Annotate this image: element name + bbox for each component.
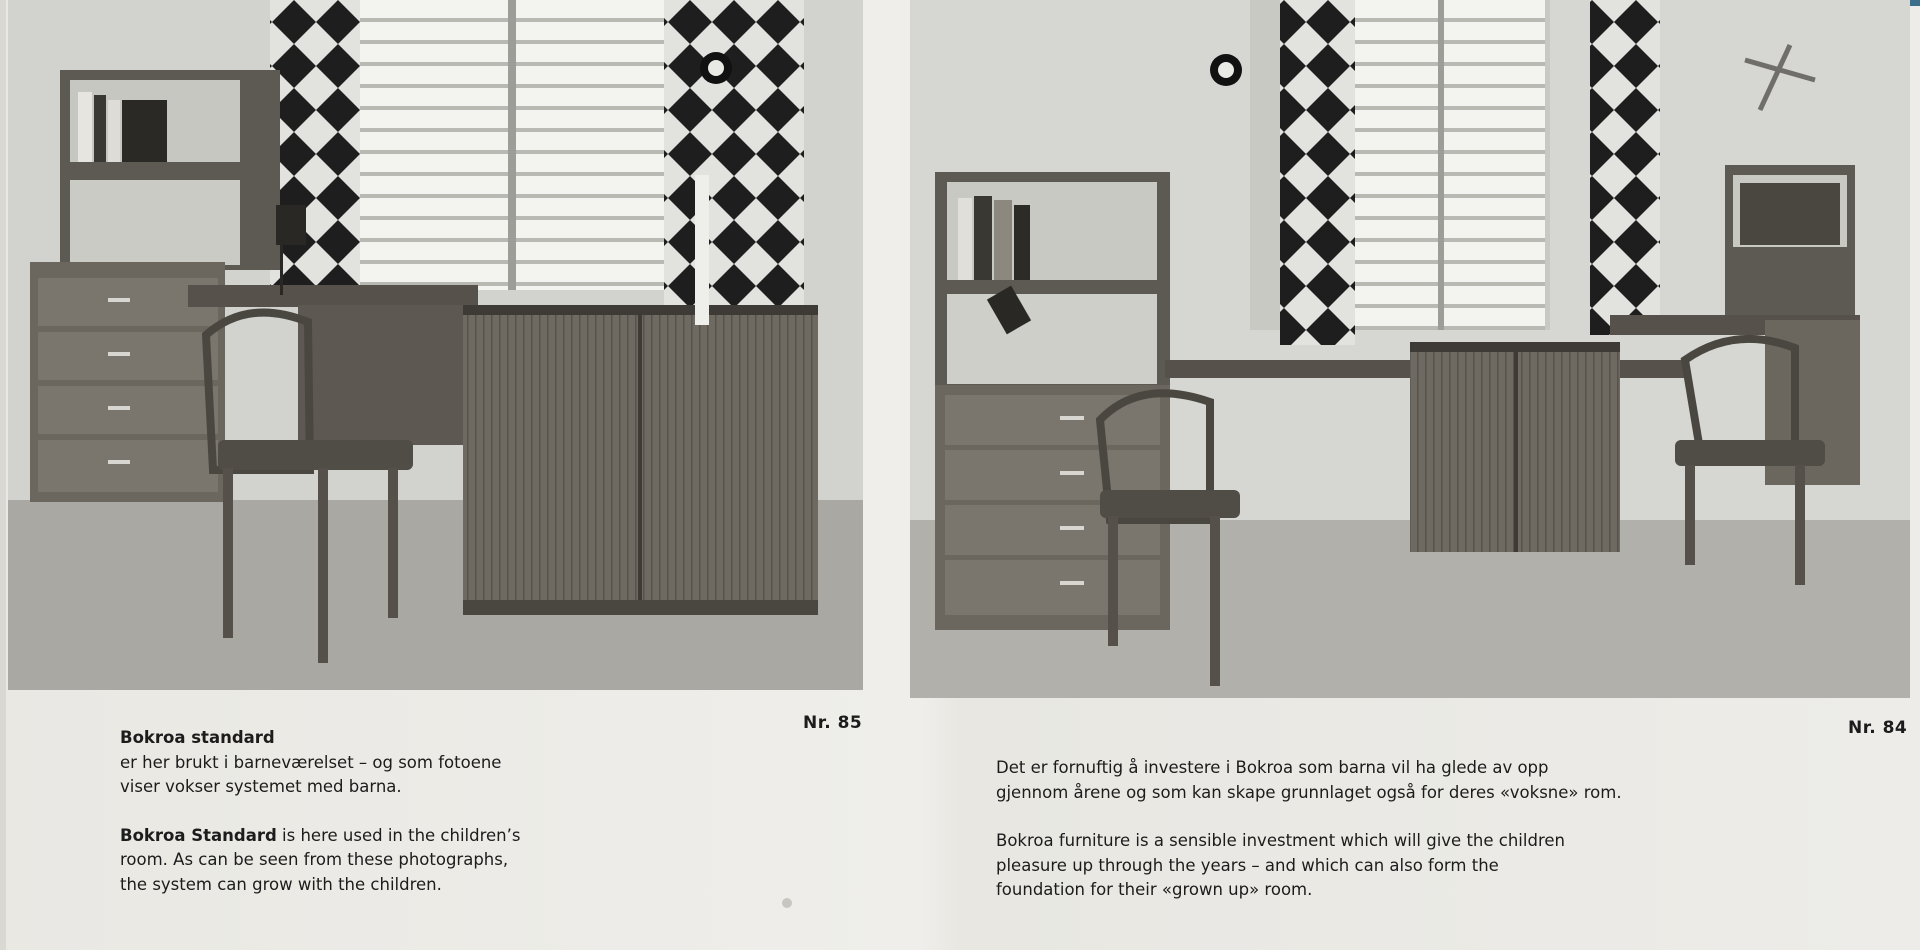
paper-speck [782, 898, 792, 908]
catalog-number-84: Nr. 84 [1848, 718, 1908, 738]
right-description [996, 756, 1636, 903]
english-product-name: Bokroa Standard [120, 825, 277, 845]
photo-nr-85 [8, 0, 863, 690]
english-line-3: foundation for their «grown up» room. [996, 880, 1313, 899]
catalog-number-85: Nr. 85 [803, 713, 863, 733]
english-line-1 [120, 824, 560, 849]
norwegian-line-1: Det er fornuftig å investere i Bokroa som barna vil ha glede av opp [996, 758, 1549, 777]
english-line-2: room. As can be seen from these photographs, [120, 850, 509, 869]
english-line-1: Bokroa furniture is a sensible investment which will give the children [996, 831, 1565, 850]
norwegian-line-2: gjennom årene og som kan skape grunnlaget også for deres «voksne» rom. [996, 782, 1622, 802]
english-line-1-rest: is here used in the children’s [276, 825, 521, 845]
photo-nr-84 [910, 0, 1910, 698]
left-description [120, 726, 560, 897]
english-line-3: the system can grow with the children. [120, 874, 442, 894]
norwegian-line-1: er her brukt i barneværelset – og som fotoene [120, 752, 502, 772]
page-spine [0, 0, 6, 950]
product-heading: Bokroa standard [120, 728, 275, 747]
norwegian-line-2: viser vokser systemet med barna. [120, 777, 402, 796]
english-line-2: pleasure up through the years – and which can also form the [996, 855, 1499, 875]
